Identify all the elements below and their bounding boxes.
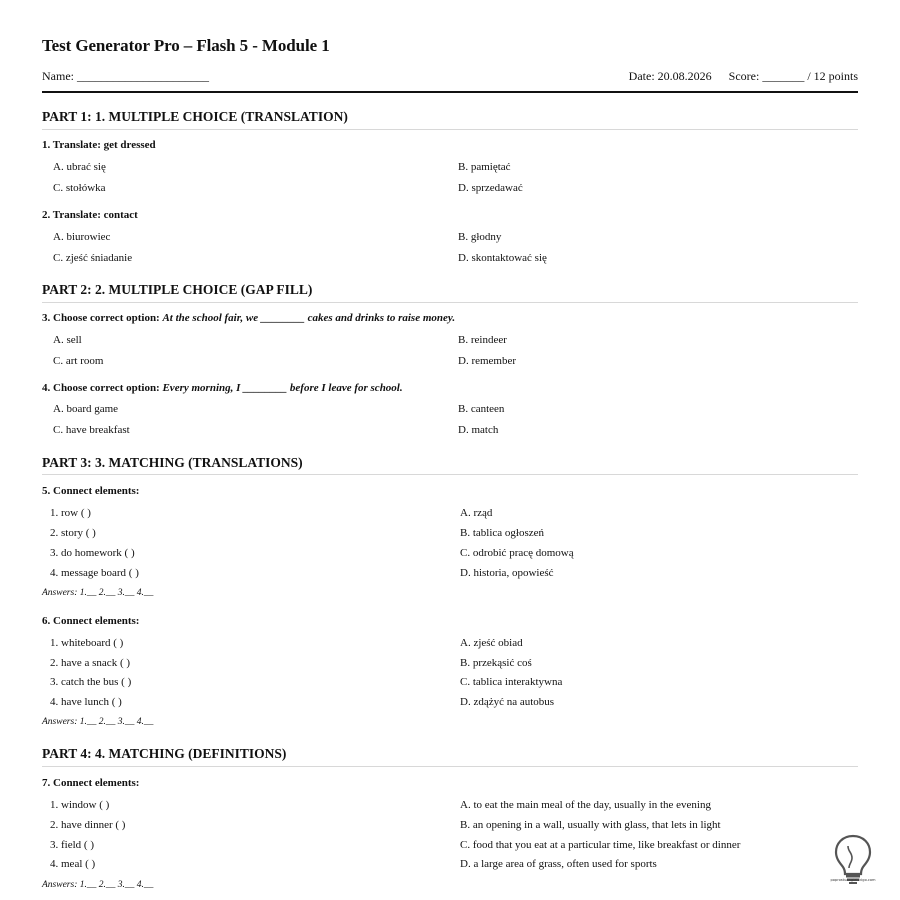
- question-5-prompt: 5. Connect elements:: [42, 485, 140, 497]
- question-1-option-a[interactable]: A. ubrać się: [53, 161, 106, 173]
- question-6-left-item: 4. have lunch ( ): [50, 696, 122, 708]
- question-6-answers: Answers: 1.__ 2.__ 3.__ 4.__: [42, 717, 154, 727]
- question-4-sentence: Every morning, I ________ before I leave for school.: [162, 382, 403, 394]
- header-divider: [42, 91, 858, 93]
- question-1-option-b[interactable]: B. pamiętać: [458, 161, 511, 173]
- question-6-right-item: D. zdążyć na autobus: [460, 696, 555, 708]
- question-5-left-item: 1. row ( ): [50, 507, 91, 519]
- part-1-divider: [42, 129, 858, 130]
- question-1-option-c[interactable]: C. stołówka: [53, 182, 106, 194]
- question-4-option-c[interactable]: C. have breakfast: [53, 424, 130, 436]
- question-5-right-item: B. tablica ogłoszeń: [460, 527, 545, 539]
- question-6-left-item: 1. whiteboard ( ): [50, 637, 124, 649]
- logo-caption: poprostuangielskigo.com: [830, 878, 876, 882]
- question-4-label: 4. Choose correct option:: [42, 382, 160, 394]
- question-2-option-a[interactable]: A. biurowiec: [53, 231, 111, 243]
- question-7-prompt: 7. Connect elements:: [42, 777, 140, 789]
- question-4-option-b[interactable]: B. canteen: [458, 403, 505, 415]
- question-7-right-item: A. to eat the main meal of the day, usually in the evening: [460, 799, 711, 811]
- question-7-left-item: 1. window ( ): [50, 799, 110, 811]
- header-row: [42, 69, 858, 84]
- question-5-answers: Answers: 1.__ 2.__ 3.__ 4.__: [42, 588, 154, 598]
- question-5-right-item: A. rząd: [460, 507, 493, 519]
- question-3-prompt: [42, 312, 455, 324]
- part-4-title: PART 4: 4. MATCHING (DEFINITIONS): [42, 746, 287, 761]
- part-3-divider: [42, 474, 858, 475]
- score-label: Score: _______ / 12 points: [728, 69, 858, 83]
- part-2-divider: [42, 302, 858, 303]
- question-5-left-item: 4. message board ( ): [50, 567, 139, 579]
- question-4-prompt: [42, 382, 403, 394]
- question-3-option-a[interactable]: A. sell: [53, 334, 82, 346]
- question-5-right-item: D. historia, opowieść: [460, 567, 554, 579]
- question-3-option-b[interactable]: B. reindeer: [458, 334, 507, 346]
- question-7-answers: Answers: 1.__ 2.__ 3.__ 4.__: [42, 880, 154, 890]
- question-3-option-d[interactable]: D. remember: [458, 355, 517, 367]
- name-field-label: Name: ______________________: [42, 69, 209, 83]
- question-2-prompt: 2. Translate: contact: [42, 209, 138, 221]
- question-7-left-item: 4. meal ( ): [50, 858, 96, 870]
- question-4-option-d[interactable]: D. match: [458, 424, 499, 436]
- question-7-right-item: D. a large area of grass, often used for sports: [460, 858, 657, 870]
- question-5-left-item: 3. do homework ( ): [50, 547, 135, 559]
- question-7-right-item: B. an opening in a wall, usually with glass, that lets in light: [460, 819, 721, 831]
- question-7-left-item: 2. have dinner ( ): [50, 819, 126, 831]
- part-1-title: PART 1: 1. MULTIPLE CHOICE (TRANSLATION): [42, 109, 348, 124]
- question-4-option-a[interactable]: A. board game: [53, 403, 119, 415]
- question-6-right-item: A. zjeść obiad: [460, 637, 523, 649]
- part-2-title: PART 2: 2. MULTIPLE CHOICE (GAP FILL): [42, 282, 313, 297]
- lightbulb-icon: [826, 832, 880, 884]
- question-2-option-d[interactable]: D. skontaktować się: [458, 252, 547, 264]
- question-6-prompt: 6. Connect elements:: [42, 615, 140, 627]
- date-label: Date: 20.08.2026: [628, 69, 712, 83]
- question-2-option-b[interactable]: B. głodny: [458, 231, 502, 243]
- question-6-right-item: C. tablica interaktywna: [460, 676, 563, 688]
- question-3-sentence: At the school fair, we ________ cakes and drinks to raise money.: [162, 312, 456, 324]
- header-right: [615, 69, 858, 84]
- question-2-option-c[interactable]: C. zjeść śniadanie: [53, 252, 133, 264]
- question-3-option-c[interactable]: C. art room: [53, 355, 104, 367]
- part-3-title: PART 3: 3. MATCHING (TRANSLATIONS): [42, 455, 303, 470]
- part-4-divider: [42, 766, 858, 767]
- page-title: Test Generator Pro – Flash 5 - Module 1: [42, 36, 330, 55]
- question-1-option-d[interactable]: D. sprzedawać: [458, 182, 523, 194]
- question-6-right-item: B. przekąsić coś: [460, 657, 532, 669]
- question-6-left-item: 3. catch the bus ( ): [50, 676, 132, 688]
- question-5-left-item: 2. story ( ): [50, 527, 96, 539]
- question-3-label: 3. Choose correct option:: [42, 312, 160, 324]
- question-7-right-item: C. food that you eat at a particular time, like breakfast or dinner: [460, 839, 741, 851]
- question-7-left-item: 3. field ( ): [50, 839, 94, 851]
- question-5-right-item: C. odrobić pracę domową: [460, 547, 574, 559]
- question-1-prompt: 1. Translate: get dressed: [42, 139, 156, 151]
- question-6-left-item: 2. have a snack ( ): [50, 657, 131, 669]
